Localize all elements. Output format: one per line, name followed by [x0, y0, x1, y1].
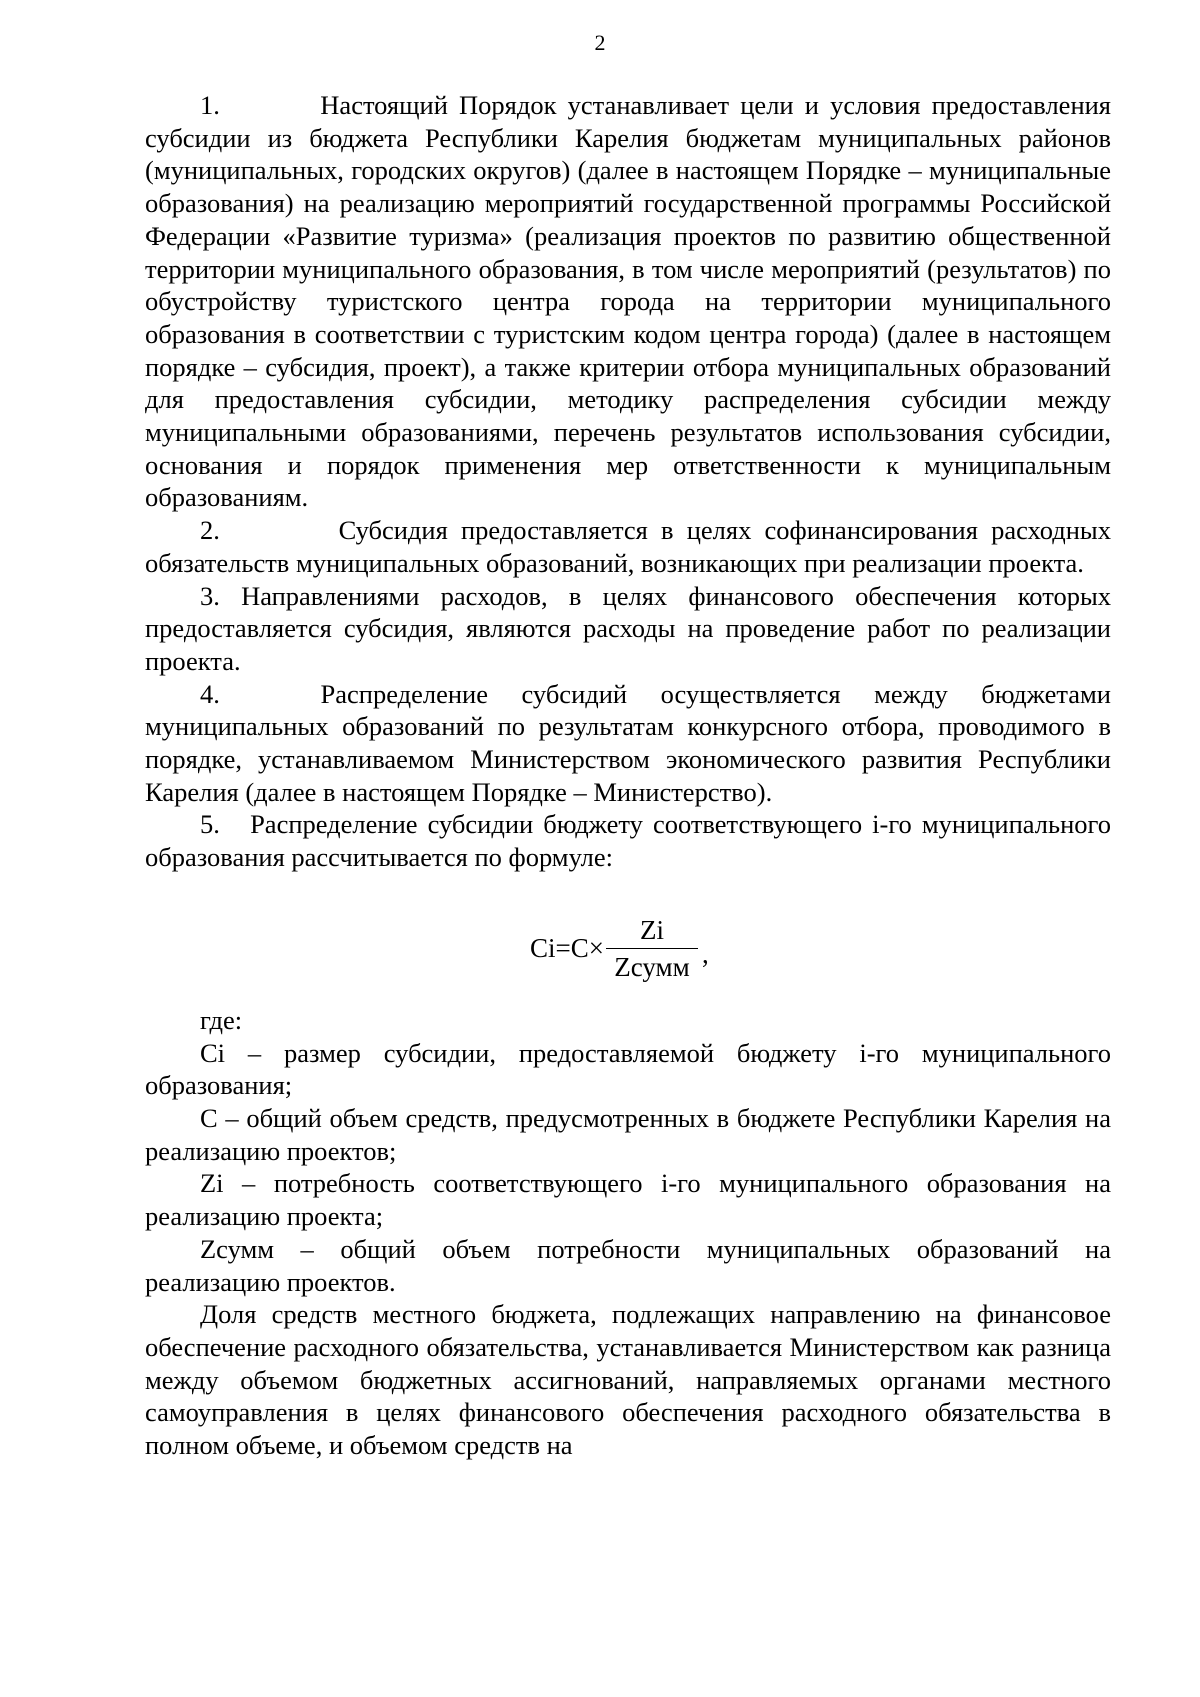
formula-denominator: Zсумм: [614, 951, 690, 982]
definition-c: C – общий объем средств, предусмотренных в бюджете Республики Карелия на реализацию проектов;: [145, 1102, 1111, 1166]
paragraph-2: 2. Субсидия предоставляется в целях софинансирования расходных обязательств муниципальных образований, возникающих при реализации проекта.: [145, 515, 1111, 578]
formula: [530, 914, 709, 983]
formula-comma: ,: [701, 939, 709, 970]
page-number: 2: [594, 30, 606, 55]
paragraph-1: 1. Настоящий Порядок устанавливает цели и условия предоставления субсидии из бюджета Республики Карелия бюджетам муниципальных районов (муниципальных, городских округов) (далее в настоящем Порядке – муниципальные образования) на реализацию мероприятий государственной программы Российской Федерации «Развитие туризма» (реализация проектов по развитию общественной территории муниципального образования, в том числе мероприятий (результатов) по обустройству туристского центра города на территории муниципального образования в соответствии с туристским кодом центра города) (далее в настоящем порядке – субсидия, проект), а также критерии отбора муниципальных образований для предоставления субсидии, методику распределения субсидии между муниципальными образованиями, перечень результатов использования субсидии, основания и порядок применения мер ответственности к муниципальным образованиям.: [145, 90, 1111, 513]
definition-ci: Ci – размер субсидии, предоставляемой бюджету i-го муниципального образования;: [145, 1037, 1111, 1101]
definition-zi: Zi – потребность соответствующего i-го муниципального образования на реализацию проекта;: [145, 1168, 1111, 1232]
formula-numerator: Zi: [639, 914, 664, 945]
definition-zsumm: Zсумм – общий объем потребности муниципальных образований на реализацию проектов.: [145, 1233, 1111, 1297]
formula-lhs: Ci=C×: [530, 933, 604, 964]
formula-fraction: [606, 914, 698, 983]
document-body: [145, 89, 1111, 1462]
paragraph-5: 5. Распределение субсидии бюджету соответствующего i-го муниципального образования рассчитывается по формуле:: [145, 809, 1111, 873]
where-label: где:: [200, 1004, 243, 1035]
paragraph-local-budget-share: Доля средств местного бюджета, подлежащих направлению на финансовое обеспечение расходного обязательства, устанавливается Министерством как разница между объемом бюджетных ассигнований, направляемых органами местного самоуправления в целях финансового обеспечения расходного обязательства в полном объеме, и объемом средств на: [145, 1299, 1111, 1461]
paragraph-3: 3. Направлениями расходов, в целях финансового обеспечения которых предоставляется субсидия, являются расходы на проведение работ по реализации проекта.: [145, 580, 1111, 676]
formula-block: [145, 874, 1111, 1004]
paragraph-4: 4. Распределение субсидий осуществляется между бюджетами муниципальных образований по результатам конкурсного отбора, проводимого в порядке, устанавливаемом Министерством экономического развития Республики Карелия (далее в настоящем Порядке – Министерство).: [145, 678, 1111, 807]
